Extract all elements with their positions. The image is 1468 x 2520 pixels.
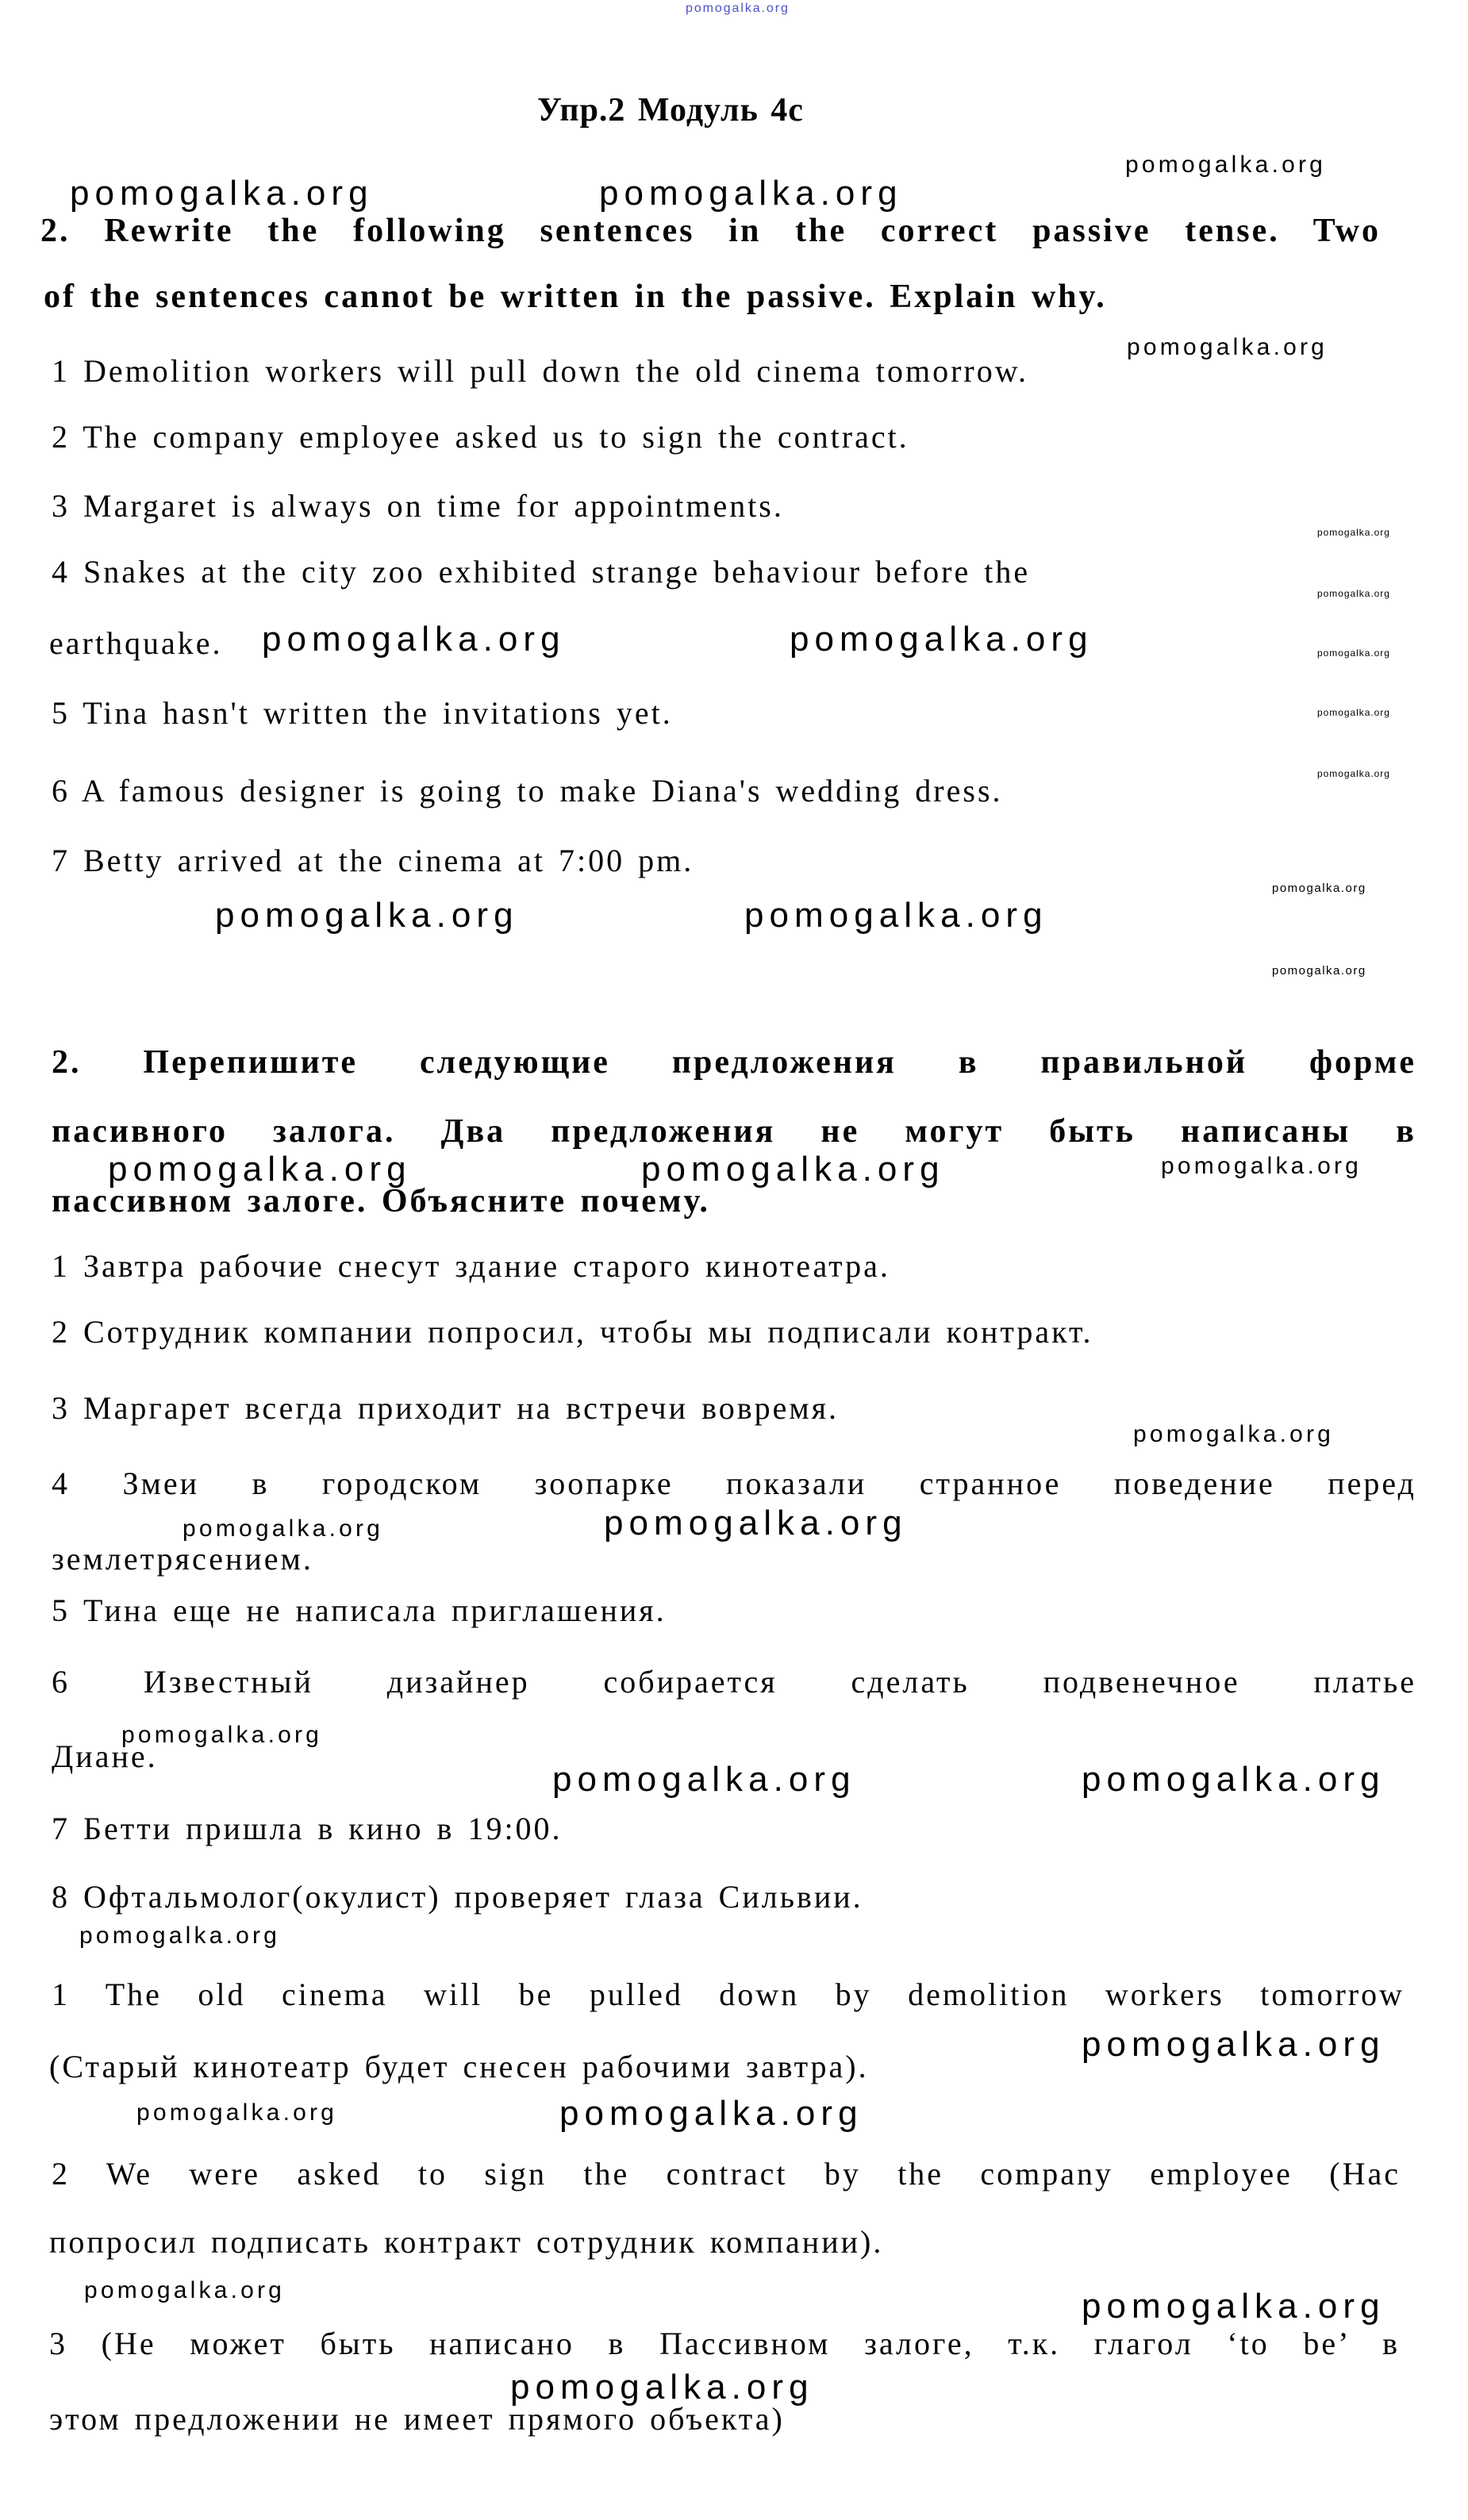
ru-heading-line-1: 2. Перепишите следующие предложения в правильной форме <box>52 1044 1416 1081</box>
watermark: pomogalka.org <box>510 2368 814 2407</box>
ru-heading-line-2: пасивного залога. Два предложения не могут быть написаны в <box>52 1113 1416 1150</box>
watermark: pomogalka.org <box>1317 527 1390 538</box>
ru-sentence-8: 8 Офтальмолог(окулист) проверяет глаза Сильвии. <box>52 1879 863 1915</box>
en-sentence-7: 7 Betty arrived at the cinema at 7:00 pm. <box>52 843 694 878</box>
watermark: pomogalka.org <box>108 1150 412 1189</box>
ru-sentence-6-line-1: 6 Известный дизайнер собирается сделать подвенечное платье <box>52 1664 1416 1700</box>
watermark: pomogalka.org <box>1082 1760 1385 1799</box>
watermark: pomogalka.org <box>84 2277 286 2303</box>
answer-1-line-1: 1 The old cinema will be pulled down by demolition workers tomorrow <box>52 1976 1405 2012</box>
watermark: pomogalka.org <box>744 896 1048 935</box>
en-sentence-1: 1 Demolition workers will pull down the old cinema tomorrow. <box>52 353 1029 389</box>
ru-sentence-1: 1 Завтра рабочие снесут здание старого кинотеатра. <box>52 1248 890 1284</box>
answer-1-line-2: (Старый кинотеатр будет снесен рабочими завтра). <box>49 2049 869 2084</box>
watermark: pomogalka.org <box>1317 768 1390 779</box>
ru-sentence-5: 5 Тина еще не написала приглашения. <box>52 1592 667 1628</box>
en-sentence-3: 3 Margaret is always on time for appointments. <box>52 488 784 524</box>
answer-2-line-2: попросил подписать контракт сотрудник компании). <box>49 2224 884 2260</box>
watermark: pomogalka.org <box>1272 964 1366 978</box>
answer-3-line-1: 3 (Не может быть написано в Пассивном залоге, т.к. глагол ‘to be’ в <box>49 2326 1400 2361</box>
en-sentence-5: 5 Tina hasn't written the invitations yet. <box>52 695 673 731</box>
watermark: pomogalka.org <box>183 1515 384 1542</box>
watermark: pomogalka.org <box>1125 152 1327 178</box>
ru-sentence-6-line-2: Диане. <box>52 1738 158 1774</box>
ru-heading-line-3: пассивном залоге. Объясните почему. <box>52 1183 710 1220</box>
en-sentence-4-line-2: earthquake. <box>49 625 223 661</box>
watermark: pomogalka.org <box>1317 588 1390 599</box>
ru-sentence-4-line-1: 4 Змеи в городском зоопарке показали странное поведение перед <box>52 1466 1416 1501</box>
watermark: pomogalka.org <box>215 896 519 935</box>
watermark: pomogalka.org <box>121 1722 323 1748</box>
en-sentence-2: 2 The company employee asked us to sign the contract. <box>52 419 909 455</box>
watermark: pomogalka.org <box>1272 882 1366 895</box>
en-heading-line-2: of the sentences cannot be written in the passive. Explain why. <box>44 279 1107 315</box>
watermark: pomogalka.org <box>1317 647 1390 659</box>
watermark: pomogalka.org <box>1082 2025 1385 2064</box>
watermark: pomogalka.org <box>262 620 566 659</box>
page-title: Упр.2 Модуль 4c <box>537 92 804 129</box>
ru-sentence-4-line-2: землетрясением. <box>52 1541 313 1577</box>
en-sentence-6: 6 A famous designer is going to make Diana's wedding dress. <box>52 773 1003 809</box>
watermark: pomogalka.org <box>599 174 903 213</box>
watermark: pomogalka.org <box>70 174 374 213</box>
watermark: pomogalka.org <box>686 2 790 15</box>
ru-sentence-2: 2 Сотрудник компании попросил, чтобы мы подписали контракт. <box>52 1314 1093 1350</box>
watermark: pomogalka.org <box>1127 334 1328 360</box>
watermark: pomogalka.org <box>641 1150 945 1189</box>
ru-sentence-7: 7 Бетти пришла в кино в 19:00. <box>52 1811 563 1846</box>
watermark: pomogalka.org <box>79 1923 281 1949</box>
watermark: pomogalka.org <box>1082 2287 1385 2326</box>
ru-sentence-3: 3 Маргарет всегда приходит на встречи вовремя. <box>52 1390 840 1426</box>
en-sentence-4-line-1: 4 Snakes at the city zoo exhibited strange behaviour before the <box>52 554 1031 590</box>
watermark: pomogalka.org <box>559 2094 863 2133</box>
watermark: pomogalka.org <box>604 1504 908 1542</box>
watermark: pomogalka.org <box>1161 1153 1362 1179</box>
watermark: pomogalka.org <box>1133 1421 1335 1447</box>
answer-2-line-1: 2 We were asked to sign the contract by the company employee (Нас <box>52 2156 1401 2192</box>
answer-3-line-2: этом предложении не имеет прямого объекта) <box>49 2401 785 2437</box>
watermark: pomogalka.org <box>1317 707 1390 718</box>
watermark: pomogalka.org <box>136 2099 338 2126</box>
watermark: pomogalka.org <box>790 620 1093 659</box>
en-heading-line-1: 2. Rewrite the following sentences in the correct passive tense. Two <box>40 213 1381 249</box>
watermark: pomogalka.org <box>552 1760 856 1799</box>
